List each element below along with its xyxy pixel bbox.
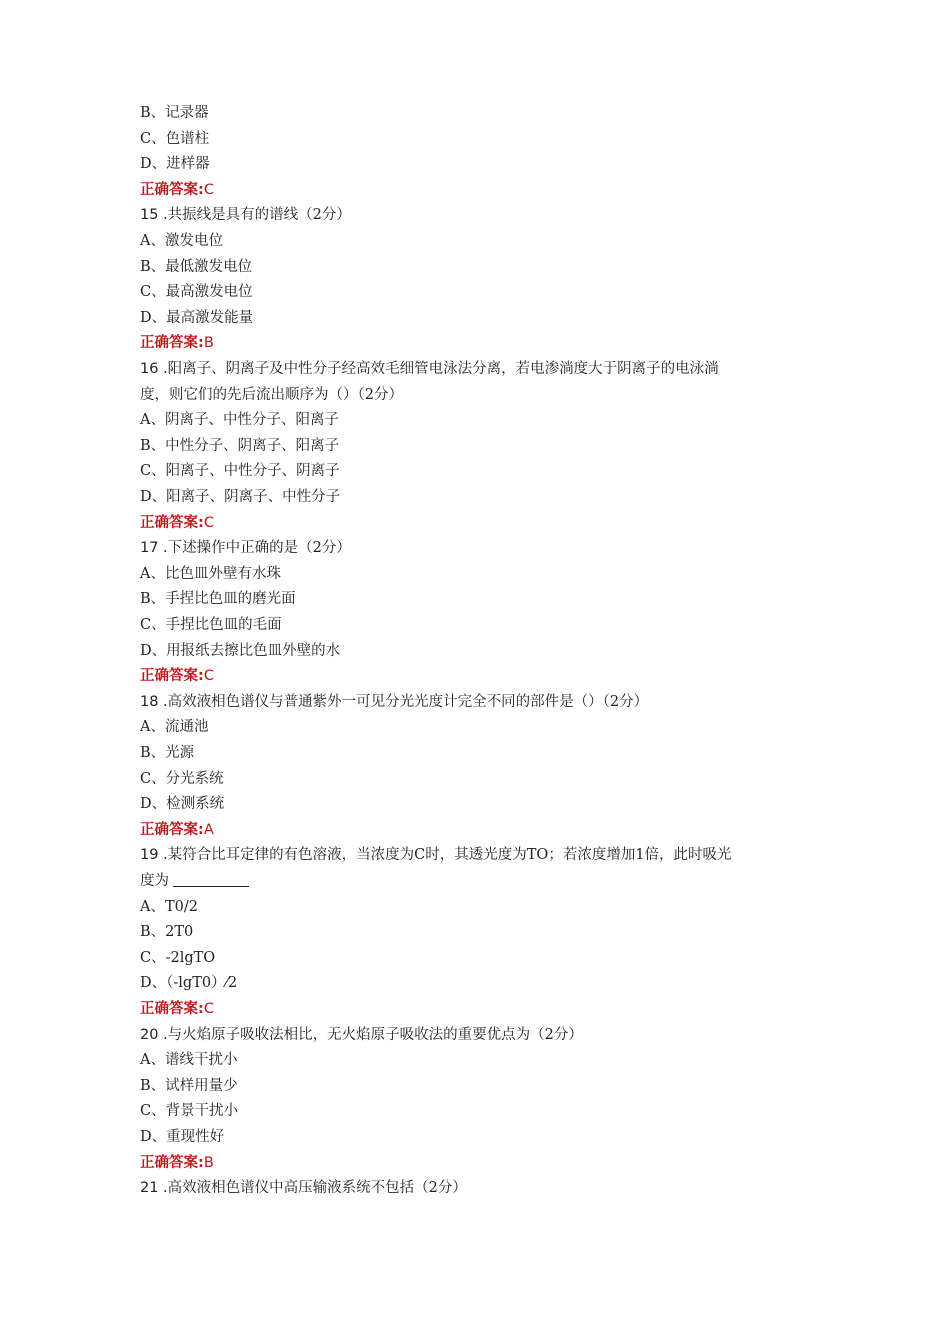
answer-option: B、记录器 [140, 105, 209, 121]
question-text: .高效液相色谱仪中高压输液系统不包括（2分） [158, 1180, 467, 1197]
answer-option: B、中性分子、阴离子、阳离子 [140, 437, 340, 454]
question-stem [140, 692, 648, 712]
answer-value: C [203, 668, 214, 685]
answer-option: D、阳离子、阴离子、中性分子 [140, 489, 341, 505]
answer-value: B [203, 1154, 214, 1171]
answer-label: 正确答案: [140, 514, 204, 531]
answer-value: C [203, 1001, 214, 1017]
question-text: .阳离子、阴离子及中性分子经高效毛细管电泳法分离，若电渗淌度大于阴离子的电泳淌 [158, 361, 719, 377]
answer-option: D、（-lgT0）⁄2 [140, 975, 238, 992]
answer-option: B、2T0 [140, 924, 194, 941]
question-stem [140, 1178, 467, 1198]
question-text: .某符合比耳定律的有色溶液，当浓度为C时，其透光度为TO；若浓度增加1倍，此时吸光 [158, 847, 732, 864]
question-number: 17 [140, 540, 159, 557]
answer-option: B、光源 [140, 745, 195, 761]
answer-option: D、重现性好 [140, 1129, 225, 1145]
answer-label: 正确答案: [140, 821, 204, 838]
answer-option: C、-2lgTO [140, 949, 216, 966]
answer-option: A、激发电位 [140, 233, 223, 249]
answer-option: C、阳离子、中性分子、阴离子 [140, 463, 340, 480]
answer-option: B、手捏比色皿的磨光面 [140, 591, 296, 608]
answer-value: B [203, 335, 214, 352]
question-continuation [140, 871, 249, 891]
answer-value: C [203, 181, 214, 198]
answer-option: D、进样器 [140, 156, 210, 173]
question-number: 15 [140, 207, 159, 224]
correct-answer [140, 666, 214, 686]
answer-label: 正确答案: [140, 1001, 204, 1017]
question-number: 16 [140, 361, 159, 377]
answer-option: C、分光系统 [140, 770, 224, 787]
answer-option: A、谱线干扰小 [140, 1052, 238, 1069]
question-text: 度为 [140, 873, 169, 889]
answer-option: D、检测系统 [140, 796, 225, 813]
answer-option: D、用报纸去擦比色皿外壁的水 [140, 642, 341, 659]
question-stem [140, 205, 351, 225]
answer-option: A、比色皿外壁有水珠 [140, 565, 281, 582]
answer-option: C、背景干扰小 [140, 1103, 239, 1120]
question-text: .高效液相色谱仪与普通紫外一可见分光光度计完全不同的部件是（）（2分） [158, 693, 649, 710]
answer-option: A、T0/2 [140, 898, 198, 915]
answer-option: B、最低激发电位 [140, 258, 253, 275]
question-number: 20 [140, 1026, 159, 1043]
answer-label: 正确答案: [140, 335, 204, 352]
correct-answer [140, 513, 214, 533]
question-text: .下述操作中正确的是（2分） [158, 540, 351, 557]
question-stem [140, 359, 719, 379]
question-stem [140, 845, 732, 865]
answer-option: C、最高激发电位 [140, 284, 253, 301]
answer-value: C [203, 514, 214, 531]
correct-answer [140, 1153, 214, 1173]
question-stem [140, 538, 351, 558]
question-text: .与火焰原子吸收法相比，无火焰原子吸收法的重要优点为（2分） [158, 1026, 583, 1043]
question-number: 18 [140, 693, 159, 710]
answer-option: C、色谱柱 [140, 130, 210, 147]
correct-answer [140, 820, 214, 840]
correct-answer [140, 180, 214, 200]
correct-answer [140, 999, 214, 1019]
answer-label: 正确答案: [140, 1154, 204, 1171]
answer-value: A [203, 821, 214, 838]
correct-answer [140, 333, 214, 353]
answer-option: B、试样用量少 [140, 1077, 238, 1094]
answer-label: 正确答案: [140, 668, 204, 685]
question-stem [140, 1025, 583, 1045]
answer-label: 正确答案: [140, 181, 204, 198]
answer-blank [173, 872, 249, 887]
answer-option: A、阴离子、中性分子、阳离子 [140, 412, 339, 429]
answer-option: C、手捏比色皿的毛面 [140, 617, 282, 633]
answer-option: D、最高激发能量 [140, 309, 254, 326]
question-continuation: 度，则它们的先后流出顺序为（）（2分） [140, 386, 403, 403]
answer-option: A、流通池 [140, 719, 209, 736]
question-number: 21 [140, 1180, 159, 1197]
question-text: .共振线是具有的谱线（2分） [158, 207, 351, 224]
question-number: 19 [140, 847, 159, 864]
